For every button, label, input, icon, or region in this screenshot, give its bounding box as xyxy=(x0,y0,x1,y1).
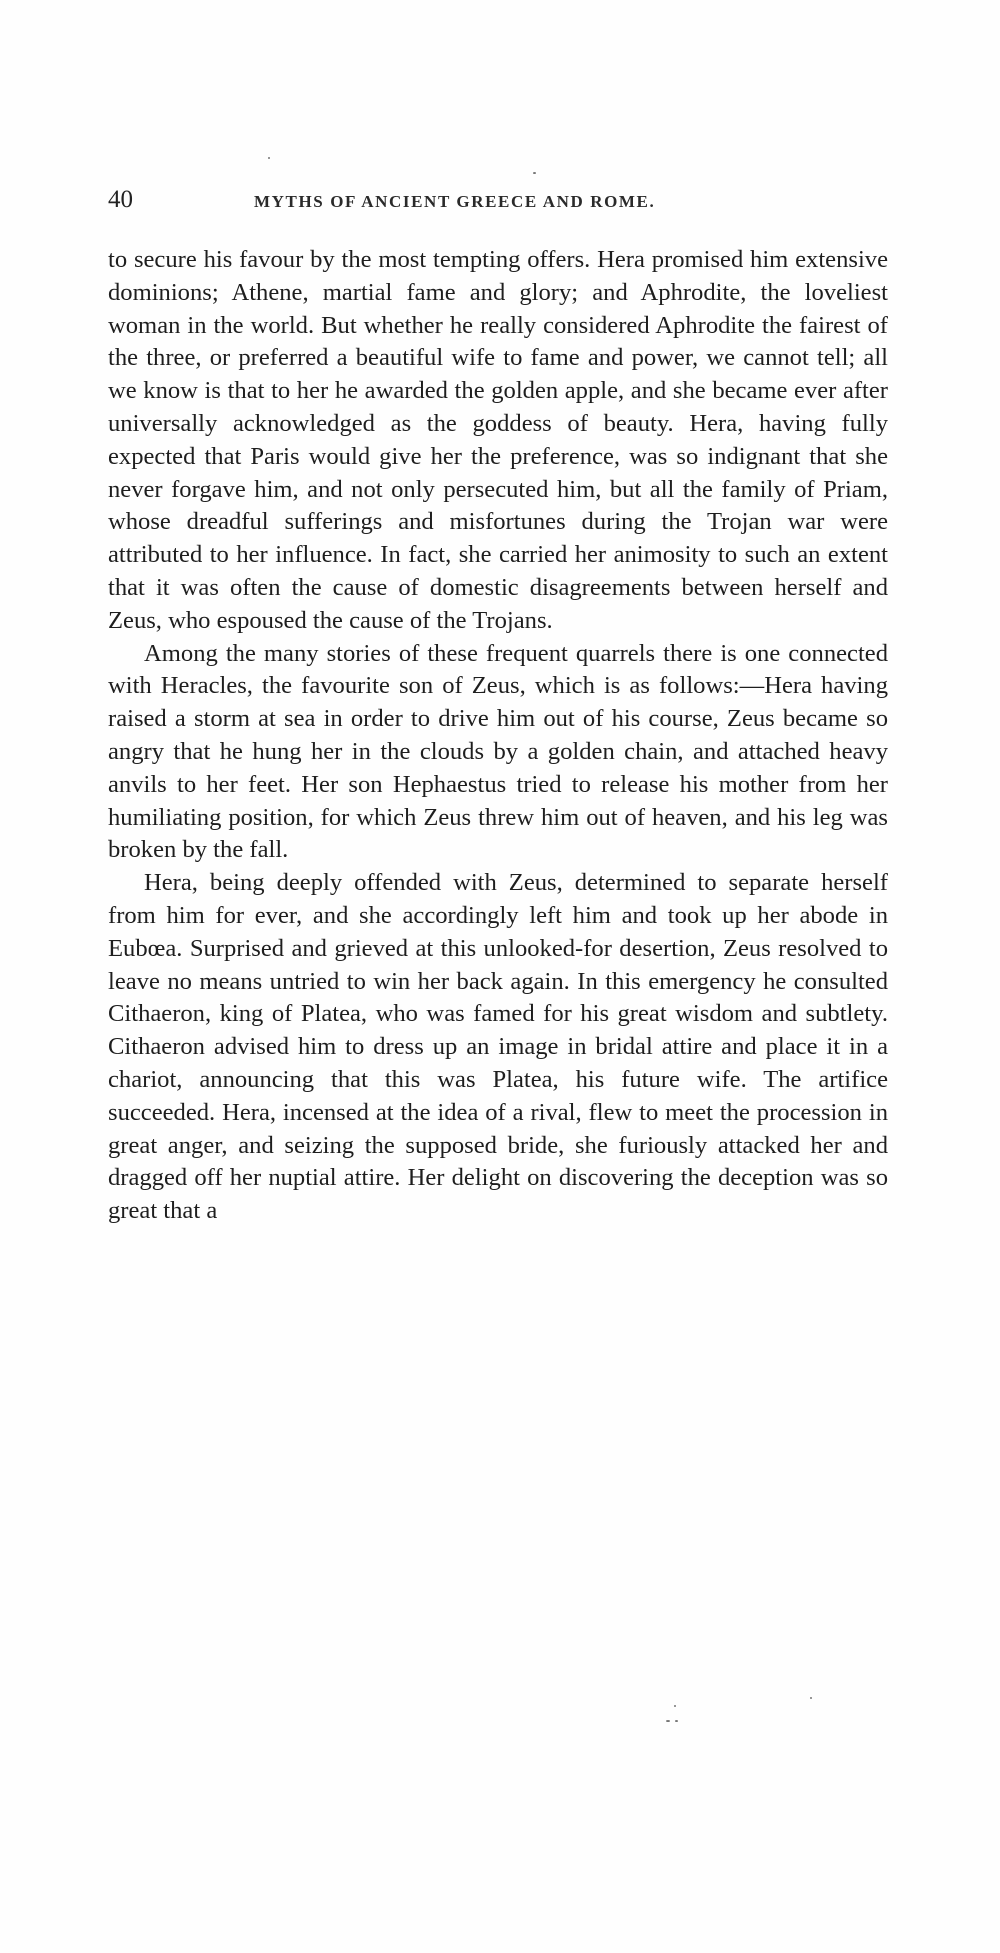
paragraph-heracles: Among the many stories of these frequent quarrels there is one connected with Heracles, the favourite son of Zeus, which is as follows:—Hera having raised a storm at sea in order to drive him out of his course, Zeus became so angry that he hung her in the clouds by a golden chain, and attached heavy anvils to her feet. Her son Hephaestus tried to release his mother from her humiliating position, for which Zeus threw him out of heaven, and his leg was broken by the fall. xyxy=(108,639,888,864)
running-head-title: MYTHS OF ANCIENT GREECE AND ROME. xyxy=(254,192,656,211)
print-speck xyxy=(675,1720,678,1722)
print-speck xyxy=(666,1720,670,1722)
running-head xyxy=(108,183,878,217)
paragraph-euboea: Hera, being deeply offended with Zeus, determined to separate herself from him for ever, and she accordingly left him and took up her abode in Eubœa. Surprised and grieved at this unlooked-for desertion, Zeus resolved to leave no means untried to win her back again. In this emergency he consulted Cithaeron, king of Platea, who was famed for his great wisdom and subtlety. Cithaeron advised him to dress up an image in bridal attire and place it in a chariot, announcing that this was Platea, his future wife. The artifice succeeded. Hera, incensed at the idea of a rival, flew to meet the procession in great anger, and seizing the supposed bride, she furiously attacked her and dragged off her nuptial attire. Her delight on discovering the deception was so great that a xyxy=(108,869,888,1225)
print-speck xyxy=(533,172,536,174)
paragraph-continued: to secure his favour by the most tempting offers. Hera promised him extensive dominions; Athene, martial fame and glory; and Aphrodite, the loveliest woman in the world. But whether he really considered Aphrodite the fairest of the three, or preferred a beautiful wife to fame and power, we cannot tell; all we know is that to her he awarded the golden apple, and she became ever after universally acknowledged as the goddess of beauty. Hera, having fully expected that Paris would give her the preference, was so indignant that she never forgave him, and not only persecuted him, but all the family of Priam, whose dreadful sufferings and misfortunes during the Trojan war were attributed to her influence. In fact, she carried her animosity to such an extent that it was often the cause of domestic disagreements between herself and Zeus, who espoused the cause of the Trojans. xyxy=(108,246,888,634)
print-speck xyxy=(674,1705,676,1707)
print-speck xyxy=(810,1697,812,1699)
body-text xyxy=(108,244,888,1228)
page-number: 40 xyxy=(108,186,133,213)
print-speck xyxy=(268,157,270,159)
